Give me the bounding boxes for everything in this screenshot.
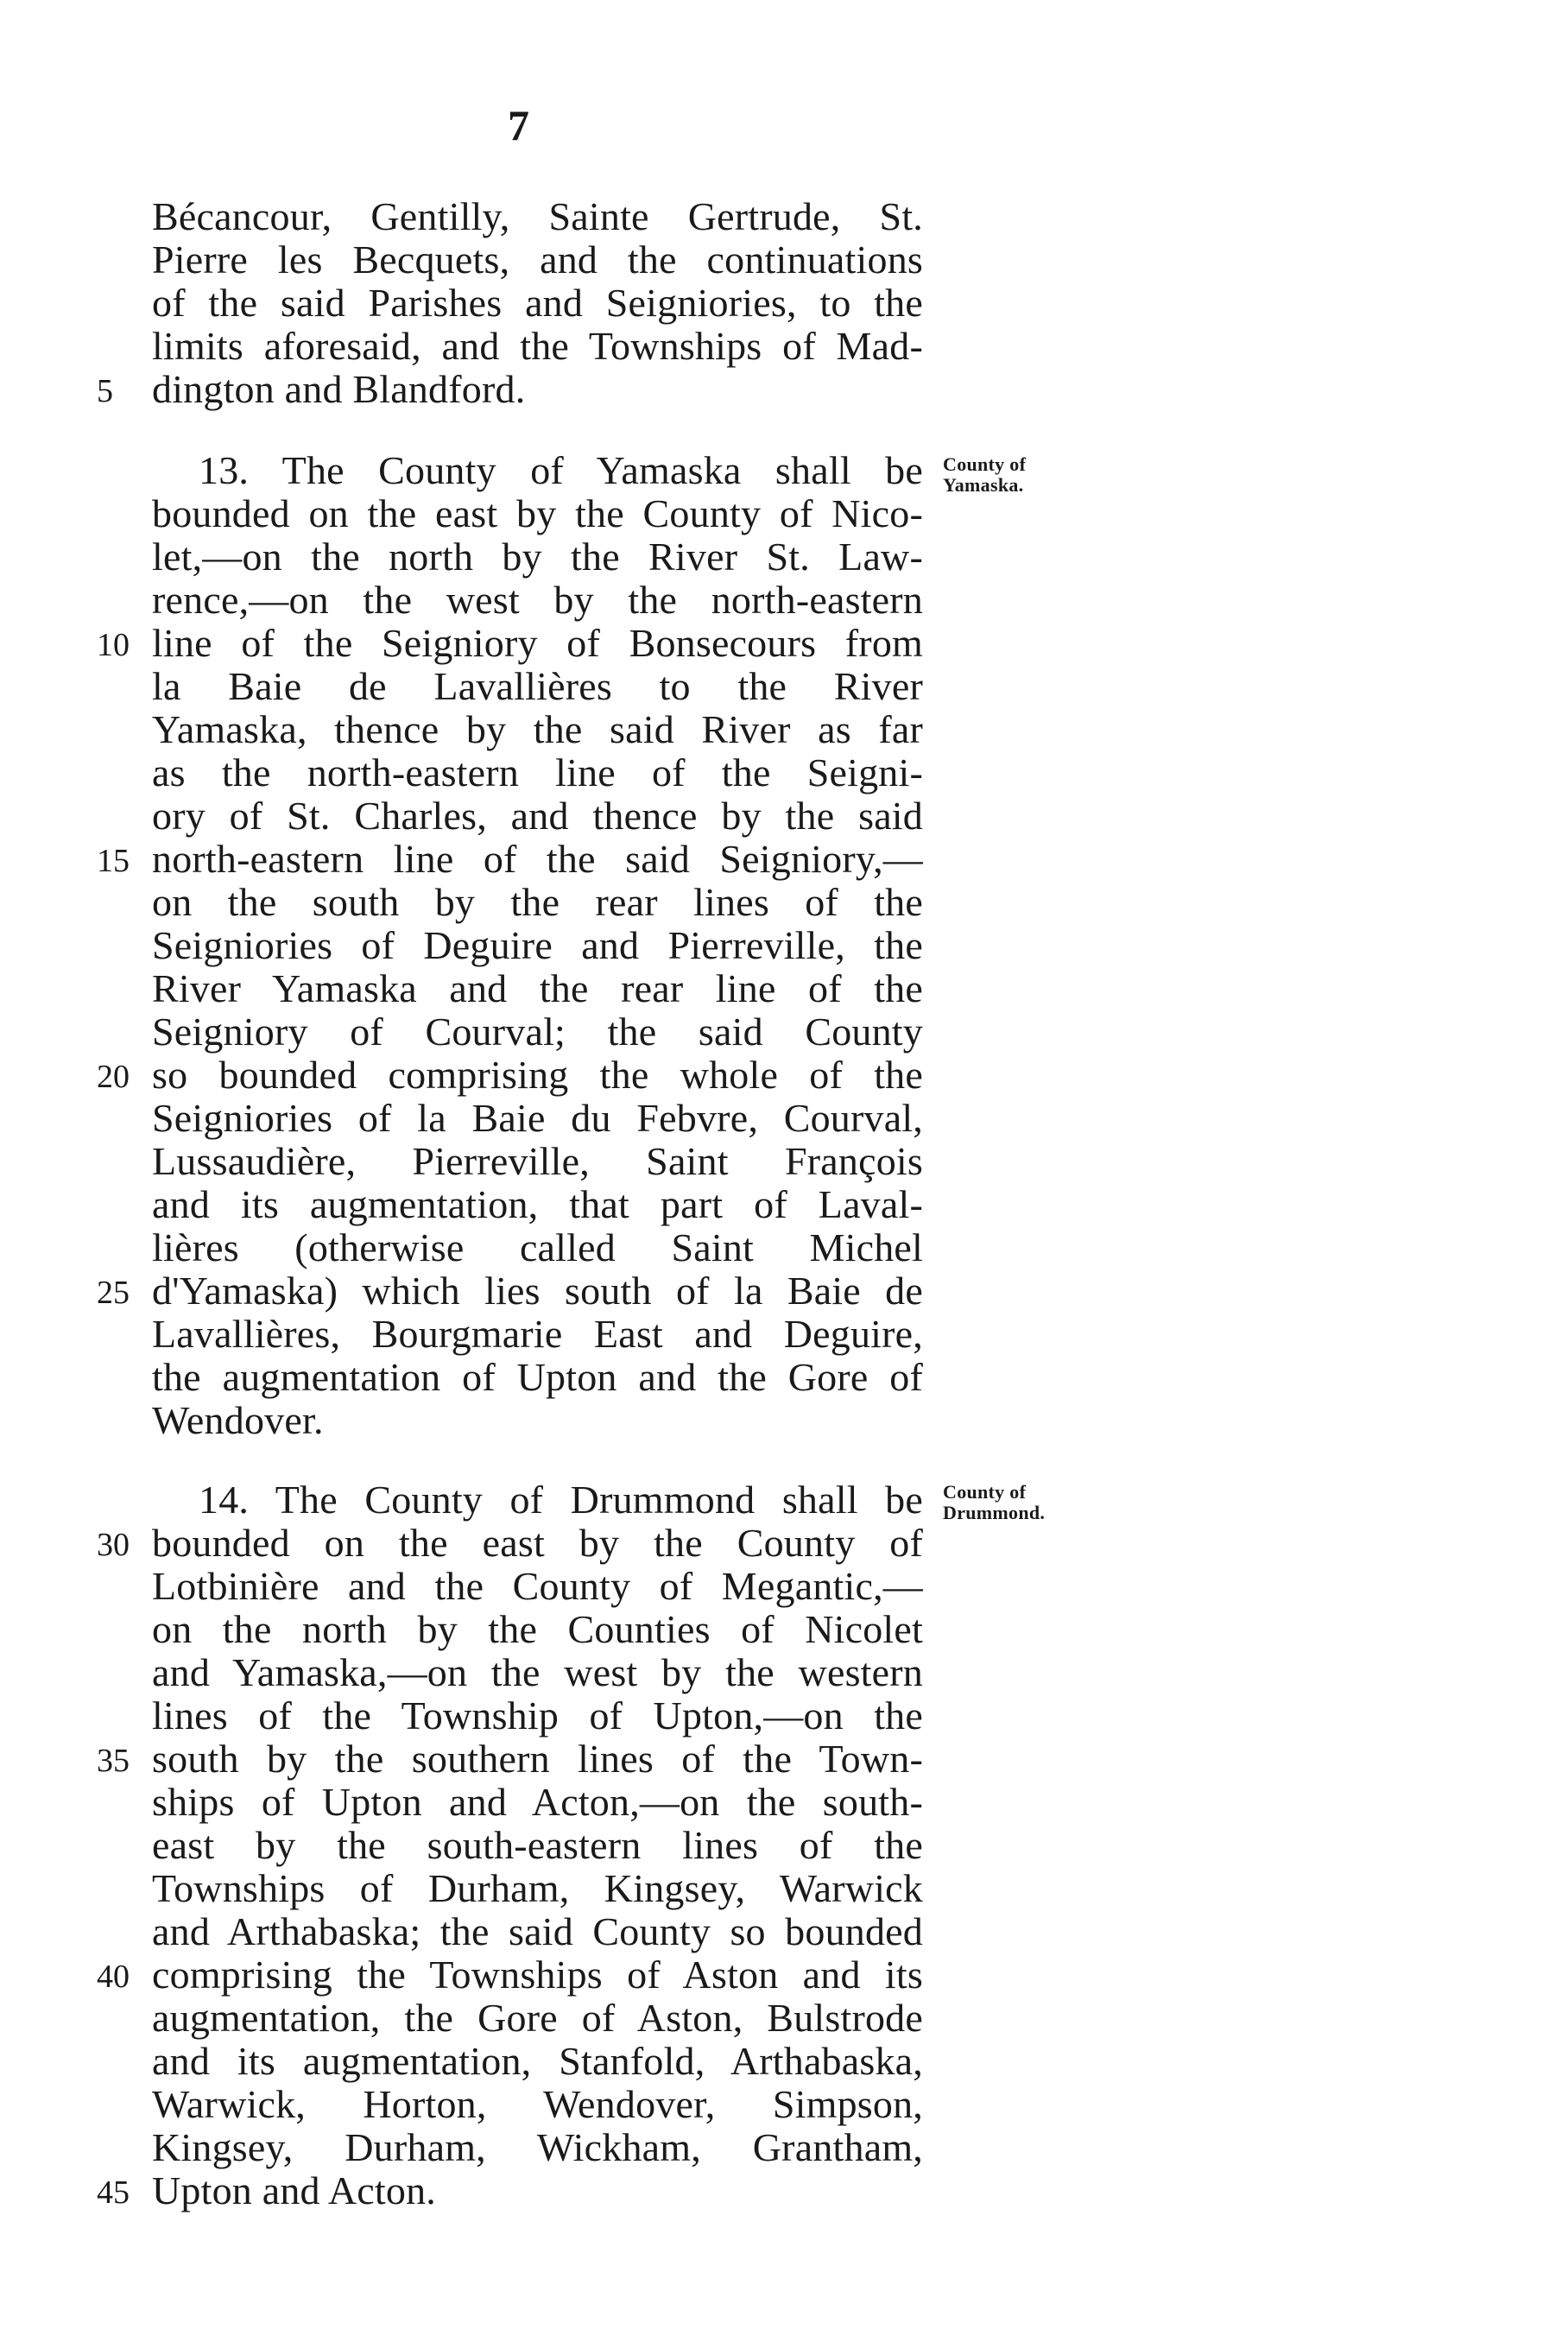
text-line: bounded on the east by the County of Nico- xyxy=(152,491,923,535)
margin-note-line: Yamaska. xyxy=(943,474,1024,496)
margin-note-county-of-drummond xyxy=(943,1482,1045,1523)
text-line: comprising the Townships of Aston and its xyxy=(152,1953,923,1997)
line-number: 10 xyxy=(97,627,130,663)
text-line: east by the south-eastern lines of the xyxy=(152,1823,923,1867)
text-line: of the said Parishes and Seigniories, to the xyxy=(152,281,923,325)
margin-note-line: County of xyxy=(943,453,1027,475)
text-line: let,—on the north by the River St. Law- xyxy=(152,535,923,579)
text-line: Seigniories of la Baie du Febvre, Courval, xyxy=(152,1096,923,1140)
line-number: 5 xyxy=(97,373,113,409)
text-line: on the south by the rear lines of the xyxy=(152,880,923,924)
text-line: Wendover. xyxy=(152,1398,324,1442)
text-line: lières (otherwise called Saint Michel xyxy=(152,1225,923,1269)
margin-note-line: Drummond. xyxy=(943,1502,1046,1523)
text-line: north-eastern line of the said Seigniory,— xyxy=(152,837,923,881)
text-line: and Yamaska,—on the west by the western xyxy=(152,1650,923,1694)
line-number: 25 xyxy=(97,1275,130,1311)
text-line: ships of Upton and Acton,—on the south- xyxy=(152,1780,923,1824)
text-line: River Yamaska and the rear line of the xyxy=(152,966,923,1010)
text-line: Kingsey, Durham, Wickham, Grantham, xyxy=(152,2125,923,2169)
line-number: 20 xyxy=(97,1059,130,1095)
text-line: ory of St. Charles, and thence by the said xyxy=(152,794,923,838)
text-line: Lotbinière and the County of Megantic,— xyxy=(152,1564,923,1608)
text-line: Yamaska, thence by the said River as far xyxy=(152,707,923,751)
text-line: and Arthabaska; the said County so bounded xyxy=(152,1909,923,1953)
text-line: rence,—on the west by the north-eastern xyxy=(152,578,923,622)
text-line: Warwick, Horton, Wendover, Simpson, xyxy=(152,2082,923,2126)
text-line: Seigniories of Deguire and Pierreville, the xyxy=(152,923,923,967)
line-number: 15 xyxy=(97,843,130,879)
text-line: Lussaudière, Pierreville, Saint François xyxy=(152,1139,923,1183)
text-line: Pierre les Becquets, and the continuations xyxy=(152,237,923,282)
line-number: 40 xyxy=(97,1959,130,1995)
line-number: 45 xyxy=(97,2174,130,2211)
line-number: 35 xyxy=(97,1743,130,1779)
text-line: d'Yamaska) which lies south of la Baie de xyxy=(152,1269,923,1313)
text-line: on the north by the Counties of Nicolet xyxy=(152,1607,923,1651)
text-line: augmentation, the Gore of Aston, Bulstrode xyxy=(152,1996,923,2040)
text-line: lines of the Township of Upton,—on the xyxy=(152,1693,923,1738)
text-line: dington and Blandford. xyxy=(152,367,526,411)
text-line: line of the Seigniory of Bonsecours from xyxy=(152,621,923,665)
margin-note-line: County of xyxy=(943,1481,1027,1503)
text-line: south by the southern lines of the Town- xyxy=(152,1737,923,1781)
text-line: 13. The County of Yamaska shall be xyxy=(199,448,923,492)
text-line: 14. The County of Drummond shall be xyxy=(199,1478,923,1522)
text-line: Bécancour, Gentilly, Sainte Gertrude, St. xyxy=(152,194,923,238)
text-line: Lavallières, Bourgmarie East and Deguire, xyxy=(152,1312,923,1356)
text-line: and its augmentation, Stanfold, Arthabaska, xyxy=(152,2039,923,2083)
text-line: as the north-eastern line of the Seigni- xyxy=(152,750,923,794)
page-number: 7 xyxy=(508,101,529,149)
text-line: the augmentation of Upton and the Gore of xyxy=(152,1355,923,1399)
text-line: la Baie de Lavallières to the River xyxy=(152,664,923,708)
text-line: Upton and Acton. xyxy=(152,2168,436,2212)
text-line: limits aforesaid, and the Townships of Mad- xyxy=(152,324,923,368)
line-number: 30 xyxy=(97,1527,130,1563)
text-line: so bounded comprising the whole of the xyxy=(152,1053,923,1097)
text-line: and its augmentation, that part of Laval- xyxy=(152,1182,923,1226)
margin-note-county-of-yamaska xyxy=(943,454,1026,496)
text-line: Seigniory of Courval; the said County xyxy=(152,1010,923,1054)
text-line: bounded on the east by the County of xyxy=(152,1521,923,1565)
text-line: Townships of Durham, Kingsey, Warwick xyxy=(152,1866,923,1910)
